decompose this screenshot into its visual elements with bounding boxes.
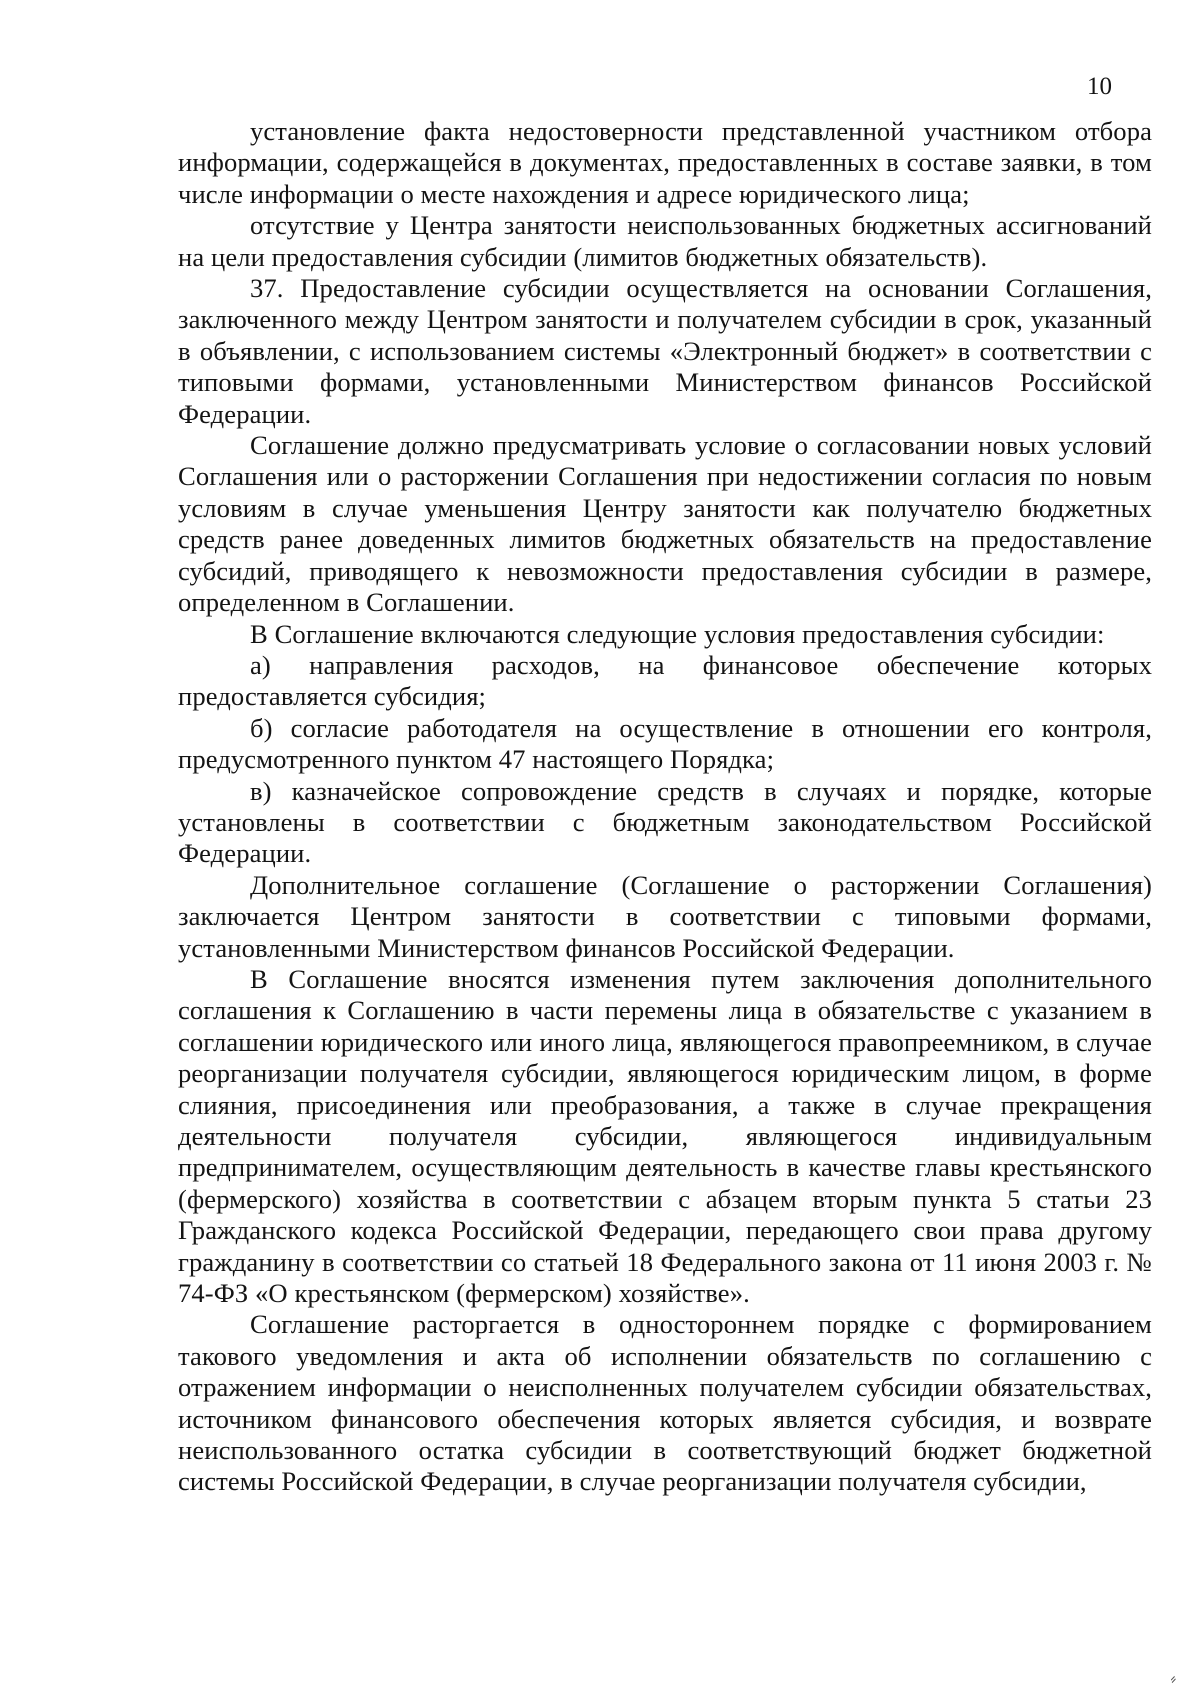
paragraph-37-agreement-basis: 37. Предоставление субсидии осуществляется на основании Соглашения, заключенного между Центром занятости и получателем субсидии в срок, указанный в объявлении, с использованием системы «Электронный бюджет» в соответствии с типовыми формами, установленными Министерством финансов Российской Федерации. <box>178 273 1152 429</box>
list-item-c-treasury-support: в) казначейское сопровождение средств в случаях и порядке, которые установлены в соответствии с бюджетным законодательством Российской Федерации. <box>178 775 1152 869</box>
paragraph-no-budget-allocations: отсутствие у Центра занятости неиспользованных бюджетных ассигнований на цели предоставления субсидии (лимитов бюджетных обязательств). <box>178 210 1152 272</box>
paragraph-agreement-conditions-renegotiation: Соглашение должно предусматривать условие о согласовании новых условий Соглашения или о расторжении Соглашения при недостижении согласия по новым условиям в случае уменьшения Центру занятости как получателю бюджетных средств ранее доведенных лимитов бюджетных обязательств на предоставление субсидий, приводящего к невозможности предоставления субсидии в размере, определенном в Соглашении. <box>178 430 1152 618</box>
page-number: 10 <box>1087 73 1112 100</box>
body-text <box>178 116 1152 1498</box>
paragraph-agreement-termination: Соглашение расторгается в одностороннем порядке с формированием такового уведомления и акта об исполнении обязательств по соглашению с отражением информации о неисполненных получателем субсидии обязательствах, источником финансового обеспечения которых является субсидия, и возврате неиспользованного остатка субсидии в соответствующий бюджет бюджетной системы Российской Федерации, в случае реорганизации получателя субсидии, <box>178 1309 1152 1497</box>
paragraph-agreement-amendments: В Соглашение вносятся изменения путем заключения дополнительного соглашения к Соглашению в части перемены лица в обязательстве с указанием в соглашении юридического или иного лица, являющегося правопреемником, в случае реорганизации получателя субсидии, являющегося юридическим лицом, в форме слияния, присоединения или преобразования, а также в случае прекращения деятельности получателя субсидии, являющегося индивидуальным предпринимателем, осуществляющим деятельность в качестве главы крестьянского (фермерского) хозяйства в соответствии с абзацем вторым пункта 5 статьи 23 Гражданского кодекса Российской Федерации, передающего свои права другому гражданину в соответствии со статьей 18 Федерального закона от 11 июня 2003 г. № 74-ФЗ «О крестьянском (фермерском) хозяйстве». <box>178 963 1152 1309</box>
list-item-a-expense-directions: а) направления расходов, на финансовое обеспечение которых предоставляется субсидия; <box>178 649 1152 712</box>
scan-mark: ⸗ <box>1166 1667 1180 1689</box>
list-item-b-employer-consent: б) согласие работодателя на осуществление в отношении его контроля, предусмотренного пунктом 47 настоящего Порядка; <box>178 712 1152 775</box>
paragraph-agreement-included-conditions: В Соглашение включаются следующие условия предоставления субсидии: <box>250 618 1105 649</box>
paragraph-unreliable-information: установление факта недостоверности представленной участником отбора информации, содержащейся в документах, предоставленных в составе заявки, в том числе информации о месте нахождения и адресе юридического лица; <box>178 116 1152 209</box>
paragraph-additional-agreement: Дополнительное соглашение (Соглашение о расторжении Соглашения) заключается Центром занятости в соответствии с типовыми формами, установленными Министерством финансов Российской Федерации. <box>178 869 1152 963</box>
